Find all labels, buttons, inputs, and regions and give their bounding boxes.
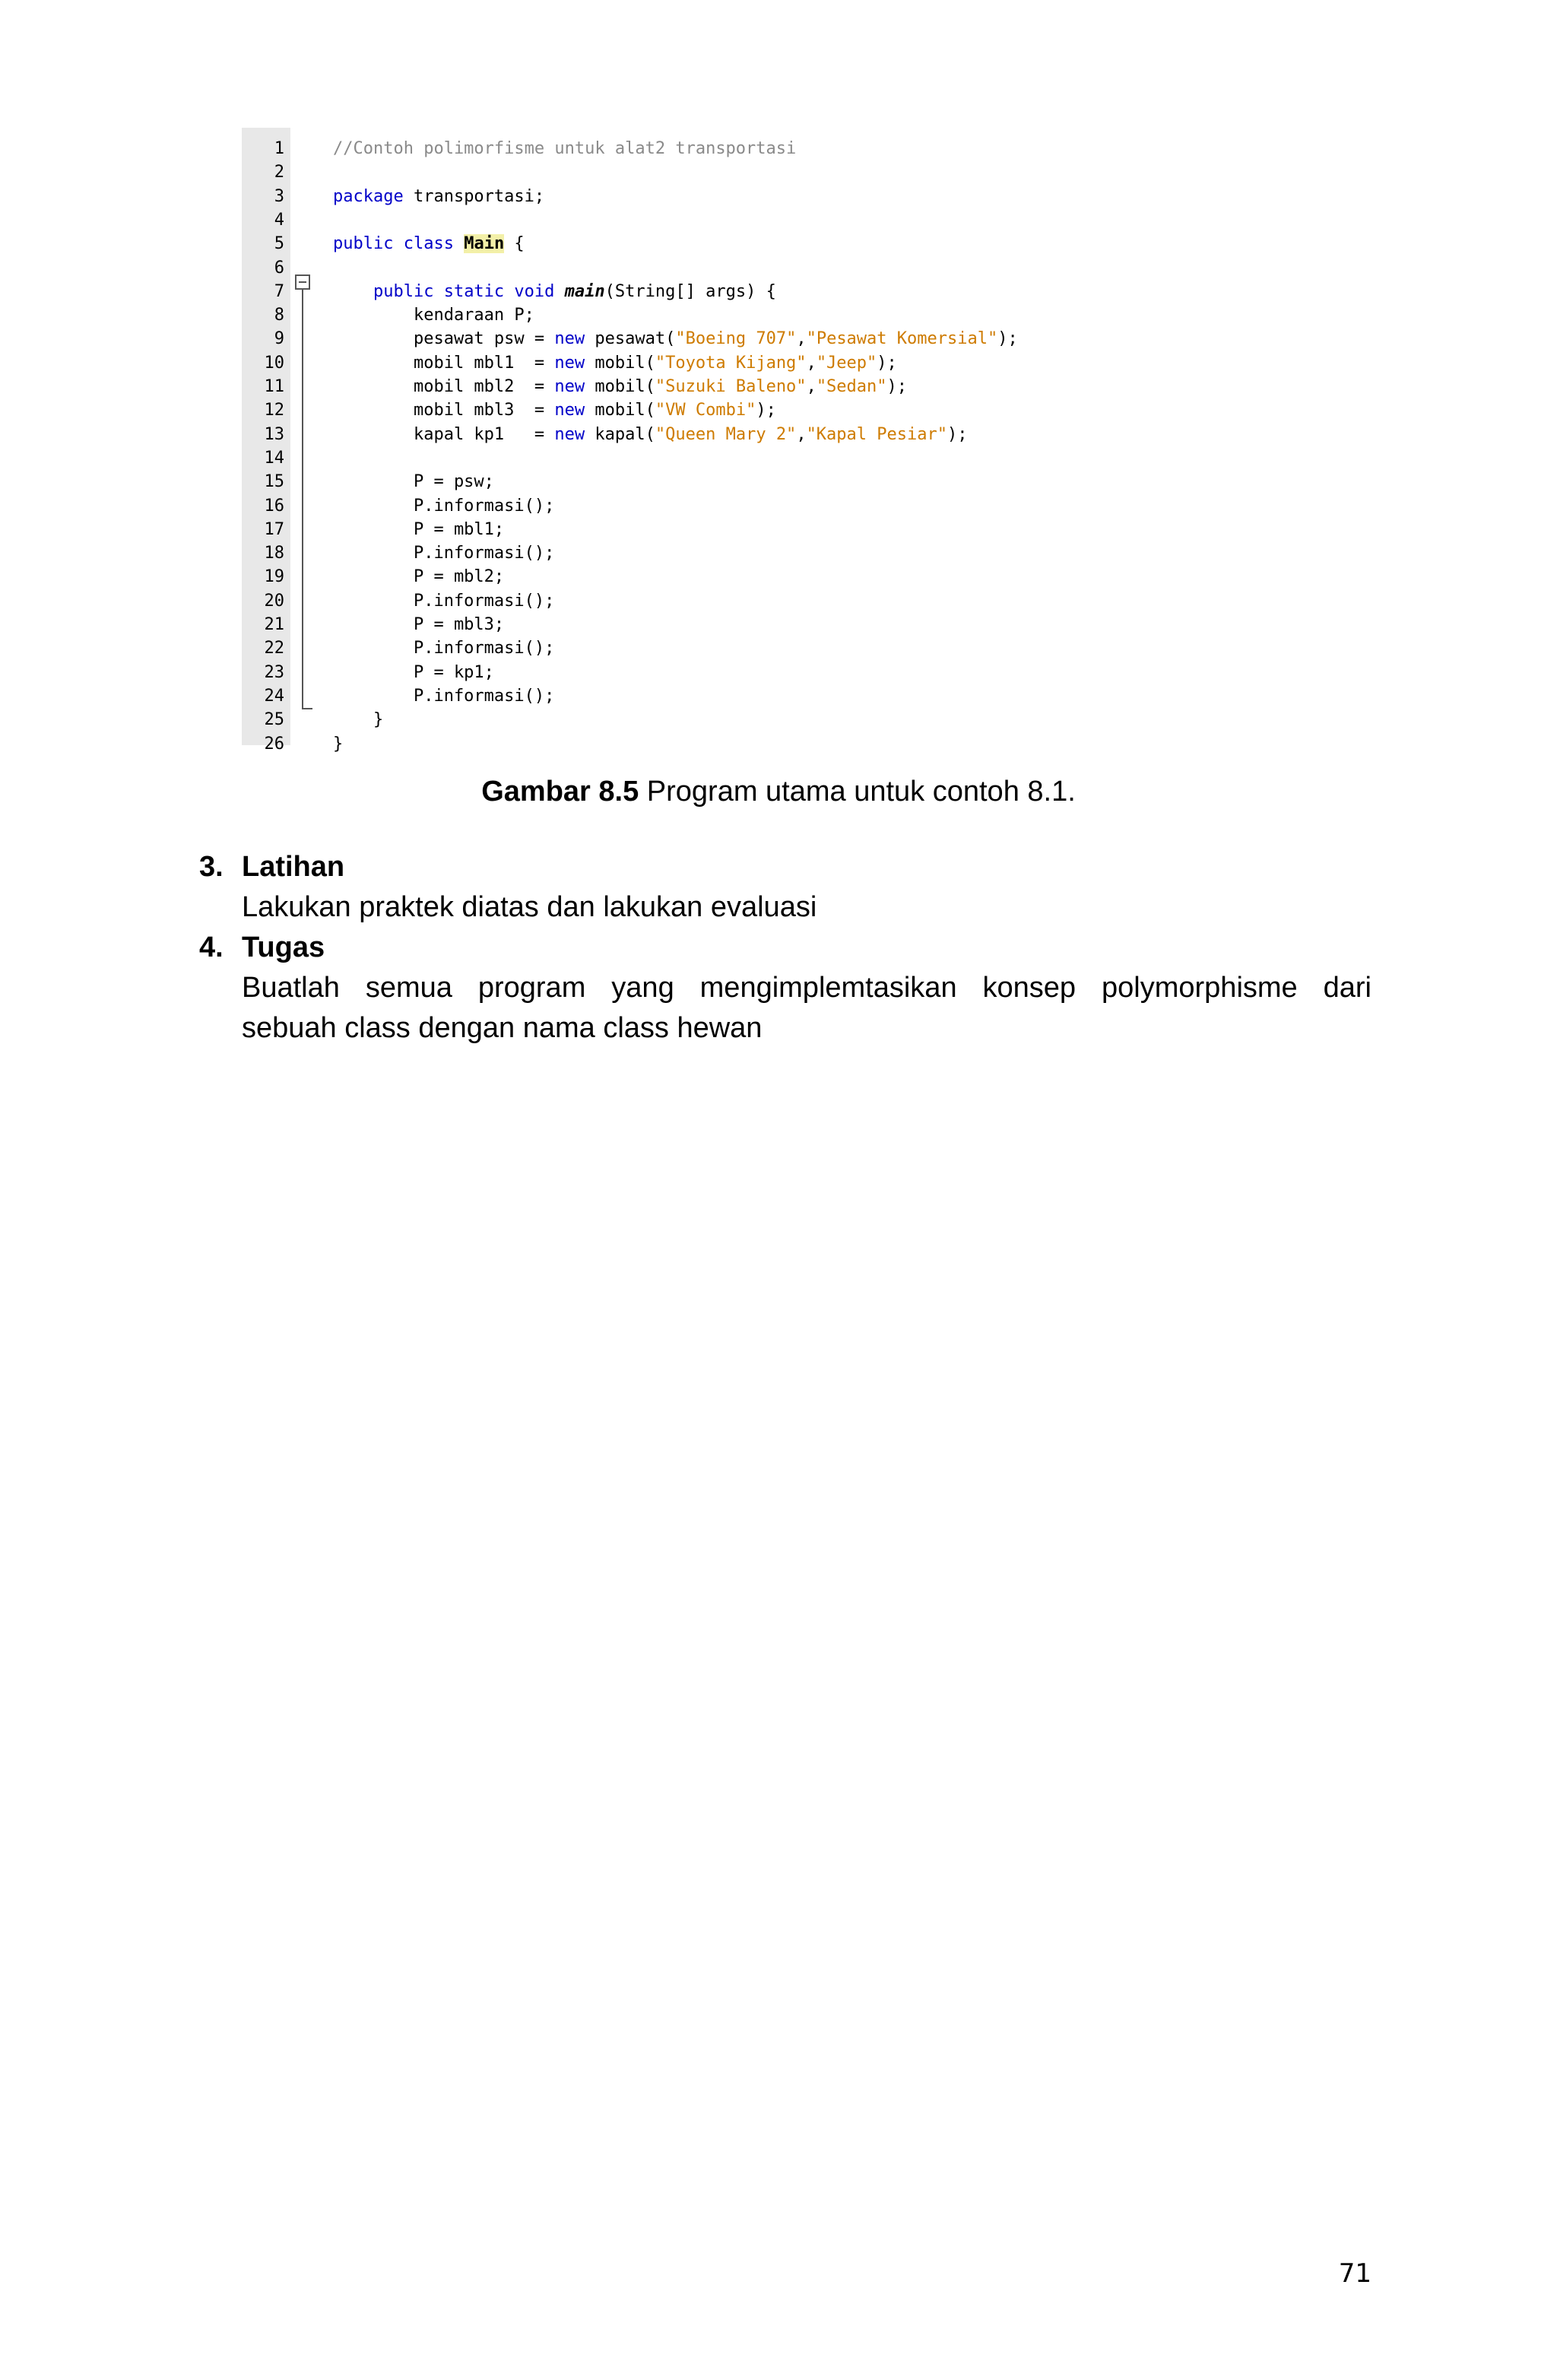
code-token: mobil mbl3 = [333,401,555,420]
code-line [333,494,554,518]
code-token: transportasi; [403,186,545,206]
line-number: 19 [264,567,284,587]
line-number: 26 [264,734,284,754]
code-line [333,661,494,684]
code-token: P = mbl2; [333,567,505,587]
code-token: , [796,329,807,349]
figure-caption [0,774,1557,809]
code-token-comment: //Contoh polimorfisme untuk alat2 transportasi [333,139,797,158]
code-token-kw: new [554,424,585,444]
code-token [554,282,564,301]
paragraph-line: Buatlah semua program yang mengimplemtasikan konsep polymorphisme dari [242,972,1371,1004]
code-token: P = mbl3; [333,615,505,634]
fold-guide-end [302,708,312,709]
code-line [333,423,968,446]
code-line [333,470,494,493]
code-token: P.informasi(); [333,496,555,516]
code-token: P.informasi(); [333,591,555,611]
section-tugas-body [242,968,1371,1049]
code-token: pesawat psw = [333,329,555,349]
line-number: 4 [274,210,284,230]
fold-guide-line [302,290,303,709]
code-line [333,589,554,613]
code-token: , [806,377,817,396]
section-title: Latihan [242,851,345,883]
code-line [333,636,554,660]
line-number: 7 [274,281,284,301]
line-number: 17 [264,519,284,539]
code-token-kw: public static void [373,281,555,301]
code-token: mobil mbl2 = [333,377,555,396]
code-token-kw: package [333,186,404,206]
line-number: 5 [274,234,284,254]
code-token: } [333,734,344,754]
code-token-kw: new [554,329,585,349]
line-number: 9 [274,329,284,349]
section-latihan-body: Lakukan praktek diatas dan lakukan evaluasi [242,891,817,923]
code-line [333,565,504,589]
code-token: kapal( [585,424,655,444]
code-token-kw: new [554,353,585,373]
code-token: kendaraan P; [333,306,534,325]
line-number: 20 [264,591,284,611]
code-line [333,541,554,565]
code-token: P = kp1; [333,662,494,682]
code-token-str: "Boeing 707" [675,329,797,349]
line-number: 8 [274,306,284,325]
code-token-str: "Pesawat Komersial" [806,329,998,349]
line-number: 23 [264,662,284,682]
code-token: mobil( [585,353,655,373]
code-token [333,282,373,301]
code-line [333,375,907,398]
code-token: ); [756,401,776,420]
code-line [333,351,897,375]
code-token: ); [947,424,968,444]
code-token: kapal kp1 = [333,424,555,444]
code-token: ); [997,329,1018,349]
page-number: 71 [1338,2258,1371,2289]
code-token-str: "Sedan" [816,377,887,396]
code-line [333,708,383,731]
section-number: 3. [199,851,224,883]
code-line [333,185,544,208]
line-number: 11 [264,377,284,396]
code-token: mobil mbl1 = [333,353,555,373]
code-token-str: "Kapal Pesiar" [806,424,947,444]
code-token [454,234,464,253]
code-token: P.informasi(); [333,544,555,563]
caption-label: Gambar 8.5 [481,776,639,808]
code-line [333,684,554,708]
line-number: 12 [264,401,284,420]
code-line [333,232,525,255]
code-token: mobil( [585,401,655,420]
code-line [333,137,796,160]
code-token-kw: public class [333,234,454,254]
code-token: , [806,353,817,373]
code-token: P.informasi(); [333,639,555,658]
code-token-method: main [564,281,605,301]
line-number: 15 [264,472,284,492]
paragraph-line: sebuah class dengan nama class hewan [242,1012,763,1044]
code-line [333,613,504,636]
code-line [333,732,343,756]
caption-text: Program utama untuk contoh 8.1. [639,776,1076,808]
code-token: ); [886,377,908,396]
line-number: 6 [274,258,284,278]
code-token: } [333,710,384,730]
code-token: , [796,424,807,444]
code-line [333,398,776,422]
code-token: ); [877,353,897,373]
code-token-kw: new [554,401,585,420]
line-number: 21 [264,615,284,634]
code-token: (String[] args) { [604,281,776,301]
code-token: P.informasi(); [333,686,555,706]
code-token: mobil( [585,377,655,396]
section-title: Tugas [242,931,325,963]
code-line [333,327,1018,351]
line-number: 18 [264,544,284,563]
line-number: 24 [264,686,284,706]
code-token-hl: Main [464,234,505,254]
line-number: 13 [264,424,284,444]
code-token-str: "Toyota Kijang" [655,353,807,373]
code-token: P = mbl1; [333,519,505,539]
code-token-kw: new [554,377,585,396]
line-number: 10 [264,353,284,373]
line-number: 22 [264,639,284,658]
fold-collapse-icon[interactable] [295,274,310,290]
line-number: 3 [274,186,284,206]
code-token: pesawat( [585,329,676,349]
section-number: 4. [199,931,224,963]
line-number: 25 [264,710,284,730]
code-token: P = psw; [333,472,494,492]
code-token-str: "Suzuki Baleno" [655,377,807,396]
code-line [333,303,534,327]
code-figure [242,128,1337,754]
code-token-str: "Jeep" [816,353,877,373]
line-number: 1 [274,139,284,158]
line-number: 16 [264,496,284,516]
code-token-str: "Queen Mary 2" [655,424,797,444]
code-line [333,280,776,303]
line-number: 14 [264,448,284,468]
code-token: { [504,234,525,254]
line-number: 2 [274,163,284,182]
code-line [333,518,504,541]
code-token-str: "VW Combi" [655,401,756,420]
section-tugas-heading [199,928,1373,968]
section-latihan-heading [199,847,1373,887]
